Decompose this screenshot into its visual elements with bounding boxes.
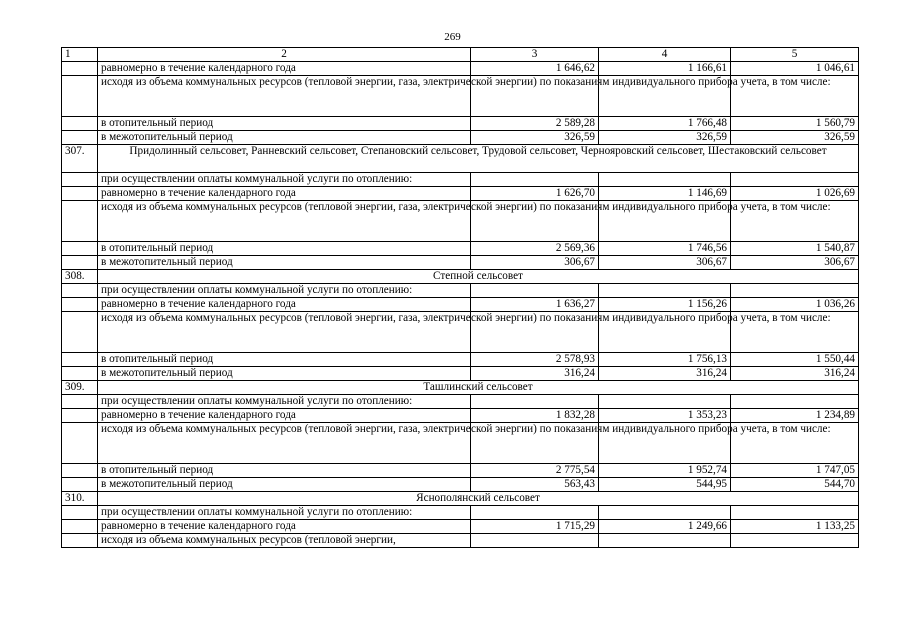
table-row — [62, 423, 859, 464]
table-row — [62, 312, 859, 353]
value-col-5: 544,70 — [731, 478, 859, 492]
value-col-5: 306,67 — [731, 256, 859, 270]
group-row — [62, 270, 859, 284]
group-title: Яснополянский сельсовет — [98, 492, 859, 506]
row-label: в отопительный период — [98, 117, 471, 131]
row-number — [62, 173, 98, 187]
group-title: Степной сельсовет — [98, 270, 859, 284]
value-col-5: 1 046,61 — [731, 62, 859, 76]
table-row — [62, 201, 859, 242]
table-row — [62, 131, 859, 145]
value-col-3: 2 589,28 — [471, 117, 599, 131]
row-label: в межотопительный период — [98, 131, 471, 145]
row-label: в отопительный период — [98, 242, 471, 256]
table-row — [62, 353, 859, 367]
table-row — [62, 173, 859, 187]
value-col-5 — [731, 173, 859, 187]
value-col-4: 1 156,26 — [599, 298, 731, 312]
table-row — [62, 242, 859, 256]
value-col-5 — [731, 534, 859, 548]
value-col-4 — [599, 506, 731, 520]
row-label: в отопительный период — [98, 353, 471, 367]
value-col-3: 1 626,70 — [471, 187, 599, 201]
value-col-3: 1 636,27 — [471, 298, 599, 312]
page-number: 269 — [444, 31, 461, 43]
value-col-4: 1 952,74 — [599, 464, 731, 478]
row-label: равномерно в течение календарного года — [98, 409, 471, 423]
value-col-4: 1 249,66 — [599, 520, 731, 534]
value-col-3 — [471, 534, 599, 548]
table-row — [62, 520, 859, 534]
row-label: исходя из объема коммунальных ресурсов (тепловой энергии, газа, электрической энергии) по показаниям индивидуального прибора учета, в том числе: — [98, 201, 471, 242]
group-title: Ташлинский сельсовет — [98, 381, 859, 395]
table-row — [62, 506, 859, 520]
value-col-4: 1 353,23 — [599, 409, 731, 423]
row-number — [62, 242, 98, 256]
value-col-3 — [471, 506, 599, 520]
row-label: равномерно в течение календарного года — [98, 187, 471, 201]
value-col-5: 1 133,25 — [731, 520, 859, 534]
group-row — [62, 145, 859, 173]
header-cell-1: 1 — [62, 48, 98, 62]
table-row — [62, 464, 859, 478]
row-number — [62, 464, 98, 478]
value-col-5: 1 560,79 — [731, 117, 859, 131]
row-label: при осуществлении оплаты коммунальной услуги по отоплению: — [98, 506, 471, 520]
header-cell-2: 2 — [98, 48, 471, 62]
table-row — [62, 76, 859, 117]
value-col-5: 1 036,26 — [731, 298, 859, 312]
value-col-4 — [599, 284, 731, 298]
row-label: исходя из объема коммунальных ресурсов (тепловой энергии, газа, электрической энергии) по показаниям индивидуального прибора учета, в том числе: — [98, 76, 471, 117]
row-number — [62, 312, 98, 353]
table-row — [62, 62, 859, 76]
value-col-3: 316,24 — [471, 367, 599, 381]
value-col-4: 306,67 — [599, 256, 731, 270]
row-number — [62, 353, 98, 367]
value-col-3: 2 578,93 — [471, 353, 599, 367]
row-label: равномерно в течение календарного года — [98, 62, 471, 76]
value-col-4: 326,59 — [599, 131, 731, 145]
table-row — [62, 395, 859, 409]
value-col-4: 1 146,69 — [599, 187, 731, 201]
row-label: при осуществлении оплаты коммунальной услуги по отоплению: — [98, 173, 471, 187]
row-number: 308. — [62, 270, 98, 284]
row-number — [62, 395, 98, 409]
value-col-5: 326,59 — [731, 131, 859, 145]
header-cell-5: 5 — [731, 48, 859, 62]
value-col-3: 326,59 — [471, 131, 599, 145]
row-label: исходя из объема коммунальных ресурсов (тепловой энергии, — [98, 534, 471, 548]
row-number — [62, 284, 98, 298]
value-col-4: 1 166,61 — [599, 62, 731, 76]
table-row — [62, 409, 859, 423]
row-number: 307. — [62, 145, 98, 173]
value-col-3: 306,67 — [471, 256, 599, 270]
value-col-4: 1 756,13 — [599, 353, 731, 367]
row-number — [62, 131, 98, 145]
value-col-3: 2 569,36 — [471, 242, 599, 256]
value-col-3: 1 715,29 — [471, 520, 599, 534]
row-number — [62, 298, 98, 312]
row-number — [62, 117, 98, 131]
row-label: в отопительный период — [98, 464, 471, 478]
row-number: 310. — [62, 492, 98, 506]
group-row — [62, 492, 859, 506]
table-row — [62, 298, 859, 312]
row-number: 309. — [62, 381, 98, 395]
value-col-5: 316,24 — [731, 367, 859, 381]
row-label: равномерно в течение календарного года — [98, 298, 471, 312]
group-row — [62, 381, 859, 395]
table-row — [62, 478, 859, 492]
value-col-4: 544,95 — [599, 478, 731, 492]
value-col-3: 2 775,54 — [471, 464, 599, 478]
row-label: равномерно в течение календарного года — [98, 520, 471, 534]
value-col-4 — [599, 173, 731, 187]
row-number — [62, 367, 98, 381]
row-number — [62, 423, 98, 464]
value-col-4 — [599, 395, 731, 409]
row-number — [62, 201, 98, 242]
table-row — [62, 187, 859, 201]
row-label: при осуществлении оплаты коммунальной услуги по отоплению: — [98, 284, 471, 298]
value-col-5 — [731, 506, 859, 520]
value-col-5: 1 540,87 — [731, 242, 859, 256]
group-title: Придолинный сельсовет, Ранневский сельсовет, Степановский сельсовет, Трудовой сельсовет, Черноярoвский сельсовет, Шестаковский сельсовет — [98, 145, 859, 173]
tariff-table — [61, 47, 859, 548]
row-number — [62, 478, 98, 492]
row-label: исходя из объема коммунальных ресурсов (тепловой энергии, газа, электрической энергии) по показаниям индивидуального прибора учета, в том числе: — [98, 312, 471, 353]
value-col-5 — [731, 395, 859, 409]
value-col-4: 316,24 — [599, 367, 731, 381]
table-row — [62, 284, 859, 298]
value-col-5: 1 550,44 — [731, 353, 859, 367]
row-number — [62, 256, 98, 270]
table-row — [62, 367, 859, 381]
row-number — [62, 506, 98, 520]
value-col-3: 1 646,62 — [471, 62, 599, 76]
table-row — [62, 534, 859, 548]
value-col-4 — [599, 534, 731, 548]
table-row — [62, 117, 859, 131]
table-body — [62, 62, 859, 548]
row-number — [62, 76, 98, 117]
header-cell-3: 3 — [471, 48, 599, 62]
value-col-5: 1 026,69 — [731, 187, 859, 201]
header-row — [62, 48, 859, 62]
row-label: при осуществлении оплаты коммунальной услуги по отоплению: — [98, 395, 471, 409]
value-col-3: 563,43 — [471, 478, 599, 492]
value-col-3: 1 832,28 — [471, 409, 599, 423]
row-label: в межотопительный период — [98, 256, 471, 270]
row-number — [62, 187, 98, 201]
row-label: исходя из объема коммунальных ресурсов (тепловой энергии, газа, электрической энергии) по показаниям индивидуального прибора учета, в том числе: — [98, 423, 471, 464]
value-col-5: 1 747,05 — [731, 464, 859, 478]
row-label: в межотопительный период — [98, 367, 471, 381]
row-number — [62, 520, 98, 534]
value-col-3 — [471, 173, 599, 187]
row-number — [62, 409, 98, 423]
row-number — [62, 62, 98, 76]
value-col-5: 1 234,89 — [731, 409, 859, 423]
value-col-5 — [731, 284, 859, 298]
table-row — [62, 256, 859, 270]
value-col-4: 1 746,56 — [599, 242, 731, 256]
value-col-3 — [471, 284, 599, 298]
row-label: в межотопительный период — [98, 478, 471, 492]
value-col-3 — [471, 395, 599, 409]
row-number — [62, 534, 98, 548]
header-cell-4: 4 — [599, 48, 731, 62]
value-col-4: 1 766,48 — [599, 117, 731, 131]
